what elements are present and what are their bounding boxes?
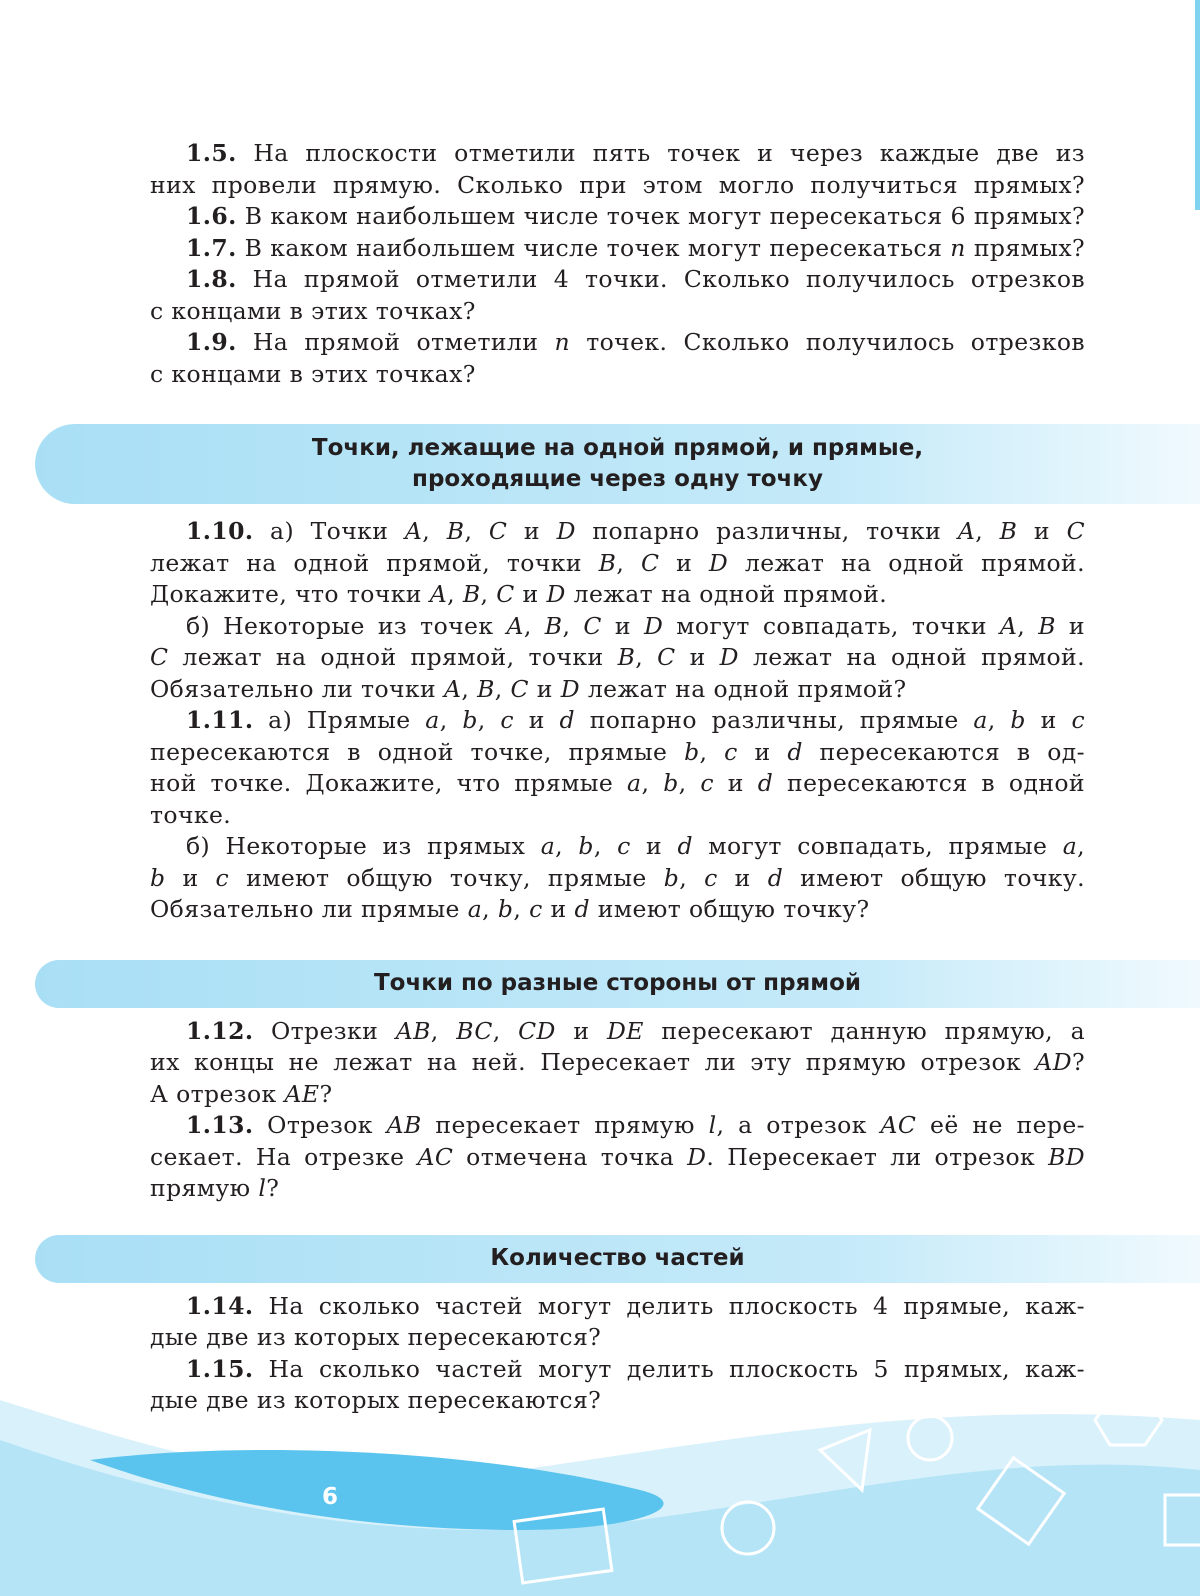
problem-1-11-b-line-3: Обязательно ли прямые a, b, c и d имеют общую точку? <box>150 895 870 923</box>
problem-1-6: 1.6. В каком наибольшем числе точек могут пересекаться 6 прямых? <box>186 202 1086 230</box>
problem-1-13-line-2: секает. На отрезке AC отмечена точка D. Пересекает ли отрезок BD <box>150 1142 1085 1171</box>
section-heading-collinear <box>35 424 1200 504</box>
problem-1-11-b-line-1: б) Некоторые из прямых a, b, c и d могут совпадать, прямые a, <box>186 832 1086 860</box>
section-heading-title: Точки по разные стороны от прямой <box>373 970 862 996</box>
problem-1-5-line-2: них провели прямую. Сколько при этом могло получиться прямых? <box>150 170 1085 199</box>
problem-1-8-line-2: с концами в этих точках? <box>150 296 476 325</box>
problem-1-9-line-2: с концами в этих точках? <box>150 359 476 388</box>
problem-1-12-line-1: 1.12. Отрезки AB, BC, CD и DE пересекают данную прямую, а <box>186 1016 1086 1045</box>
problem-1-11-a-line-2: пересекаются в одной точке, прямые b, c и d пересекаются в од- <box>150 737 1085 766</box>
problem-1-5-line-1: 1.5. На плоскости отметили пять точек и через каждые две из <box>186 139 1086 167</box>
problem-1-11-a-line-4: точке. <box>150 800 232 829</box>
problem-1-10-a-line-3: Докажите, что точки A, B, C и D лежат на одной прямой. <box>150 580 888 608</box>
problem-1-8-line-1: 1.8. На прямой отметили 4 точки. Сколько получилось отрезков <box>186 265 1085 293</box>
problem-1-10-a-line-2: лежат на одной прямой, точки B, C и D лежат на одной прямой. <box>150 548 1085 577</box>
section-heading-parts-count <box>35 1235 1200 1283</box>
problem-1-9-line-1: 1.9. На прямой отметили n точек. Сколько получилось отрезков <box>186 328 1085 356</box>
section-heading-opposite-sides <box>35 960 1200 1008</box>
problem-1-15-line-2: дые две из которых пересекаются? <box>150 1386 602 1414</box>
problem-1-14-line-2: дые две из которых пересекаются? <box>150 1323 602 1351</box>
section-heading-title: Количество частей <box>490 1245 745 1271</box>
problem-1-12-line-2: их концы не лежат на ней. Пересекает ли эту прямую отрезок AD? <box>150 1048 1085 1076</box>
problem-1-10-a-line-1: 1.10. а) Точки A, B, C и D попарно различны, точки A, B и C <box>186 517 1085 545</box>
section-heading-line-2: проходящие через одну точку <box>412 466 823 492</box>
problem-1-11-a-line-1: 1.11. а) Прямые a, b, c и d попарно различны, прямые a, b и c <box>186 706 1085 734</box>
problem-1-10-b-line-1: б) Некоторые из точек A, B, C и D могут совпадать, точки A, B и <box>186 611 1085 640</box>
problem-1-13-line-3: прямую l? <box>150 1174 280 1202</box>
page-content <box>150 138 1085 1417</box>
problem-1-12-line-3: А отрезок AE? <box>150 1079 333 1108</box>
problem-1-11-a-line-3: ной точке. Докажите, что прямые a, b, c и d пересекаются в одной <box>150 769 1085 797</box>
problem-1-13-line-1: 1.13. Отрезок AB пересекает прямую l, а отрезок AC её не пере- <box>186 1111 1085 1139</box>
problem-1-11-b-line-2: b и c имеют общую точку, прямые b, c и d имеют общую точку. <box>150 863 1085 892</box>
problem-1-10-b-line-3: Обязательно ли точки A, B, C и D лежат на одной прямой? <box>150 674 907 703</box>
problem-1-7: 1.7. В каком наибольшем числе точек могут пересекаться n прямых? <box>186 233 1085 262</box>
problem-1-10-b-line-2: C лежат на одной прямой, точки B, C и D лежат на одной прямой. <box>150 643 1085 671</box>
section-heading-line-1: Точки, лежащие на одной прямой, и прямые, <box>311 435 924 461</box>
problem-1-14-line-1: 1.14. На сколько частей могут делить плоскость 4 прямые, каж- <box>186 1291 1085 1320</box>
footer-wave-decoration <box>0 1380 1200 1596</box>
page-number: 6 <box>322 1484 339 1510</box>
edge-accent-bar <box>1195 0 1200 210</box>
problem-1-15-line-1: 1.15. На сколько частей могут делить плоскость 5 прямых, каж- <box>186 1354 1085 1383</box>
